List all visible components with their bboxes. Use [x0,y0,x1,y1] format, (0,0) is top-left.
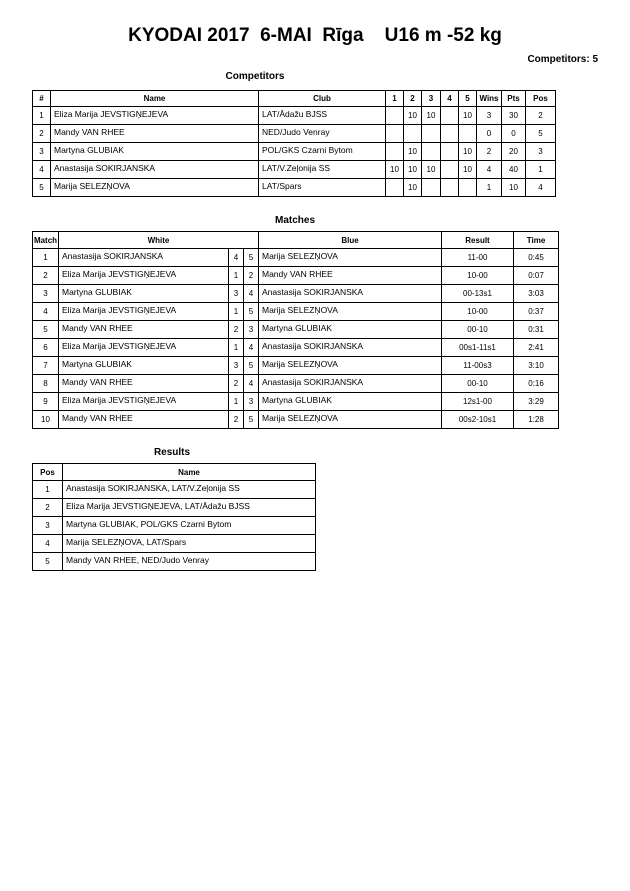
match-white-name: Mandy VAN RHEE [59,321,229,339]
match-row [33,321,559,339]
match-white-name: Eliza Marija JEVSTIGŅEJEVA [59,303,229,321]
competitors-section-title: Competitors [225,71,285,82]
competitor-number: 5 [33,179,51,197]
match-row [33,393,559,411]
match-number: 6 [33,339,59,357]
competitor-score-1 [386,125,404,143]
competitor-club: LAT/V.Zeļonija SS [259,161,386,179]
match-blue-name: Marija SELEZŅOVA [259,357,442,375]
col-header-score-5: 5 [459,91,477,107]
match-white-number: 1 [229,303,244,321]
match-result: 10-00 [442,267,514,285]
col-header-club: Club [259,91,386,107]
results-header-row [33,464,316,481]
competitor-score-2: 10 [404,179,422,197]
result-row [33,535,316,553]
competitor-club: NED/Judo Venray [259,125,386,143]
match-result: 11-00 [442,249,514,267]
competitor-score-3: 10 [422,161,441,179]
match-white-number: 3 [229,357,244,375]
match-white-name: Martyna GLUBIAK [59,285,229,303]
col-header-result: Result [442,232,514,249]
match-white-name: Mandy VAN RHEE [59,375,229,393]
result-position: 3 [33,517,63,535]
match-white-name: Martyna GLUBIAK [59,357,229,375]
result-row [33,517,316,535]
competitors-header-row [33,91,556,107]
match-time: 1:28 [514,411,559,429]
result-name: Martyna GLUBIAK, POL/GKS Czarni Bytom [63,517,316,535]
competitor-score-5: 10 [459,143,477,161]
match-number: 3 [33,285,59,303]
competitor-position: 5 [526,125,556,143]
match-white-name: Eliza Marija JEVSTIGŅEJEVA [59,339,229,357]
result-position: 4 [33,535,63,553]
match-result: 00-10 [442,375,514,393]
match-white-number: 1 [229,393,244,411]
match-row [33,411,559,429]
competitor-number: 3 [33,143,51,161]
match-time: 0:16 [514,375,559,393]
match-time: 3:03 [514,285,559,303]
competitor-score-4 [441,107,459,125]
competitor-wins: 2 [477,143,502,161]
result-row [33,553,316,571]
match-row [33,267,559,285]
competitor-club: LAT/Spars [259,179,386,197]
result-name: Anastasija SOKIRJANSKA, LAT/V.Zeļonija SS [63,481,316,499]
match-result: 00s2-10s1 [442,411,514,429]
competitor-row [33,143,556,161]
match-blue-number: 5 [244,249,259,267]
competitor-points: 10 [502,179,526,197]
col-header-blue: Blue [259,232,442,249]
match-number: 2 [33,267,59,285]
competitor-score-3: 10 [422,107,441,125]
match-white-name: Eliza Marija JEVSTIGŅEJEVA [59,267,229,285]
match-blue-name: Marija SELEZŅOVA [259,303,442,321]
competitor-points: 30 [502,107,526,125]
result-position: 5 [33,553,63,571]
result-position: 1 [33,481,63,499]
match-blue-name: Marija SELEZŅOVA [259,249,442,267]
result-name: Eliza Marija JEVSTIGŅEJEVA, LAT/Ādažu BJSS [63,499,316,517]
match-blue-name: Martyna GLUBIAK [259,393,442,411]
match-blue-name: Marija SELEZŅOVA [259,411,442,429]
competitor-score-1 [386,143,404,161]
competitor-score-3 [422,125,441,143]
match-row [33,249,559,267]
competitor-score-2: 10 [404,143,422,161]
competitor-score-5: 10 [459,161,477,179]
match-blue-name: Anastasija SOKIRJANSKA [259,285,442,303]
col-header-wins: Wins [477,91,502,107]
match-row [33,375,559,393]
page-title: KYODAI 2017 6-MAI Rīga U16 m -52 kg [128,25,502,46]
match-result: 00s1-11s1 [442,339,514,357]
competitor-wins: 1 [477,179,502,197]
match-blue-number: 4 [244,375,259,393]
competitor-name: Eliza Marija JEVSTIGŅEJEVA [51,107,259,125]
match-blue-number: 5 [244,357,259,375]
col-header-result-pos: Pos [33,464,63,481]
match-row [33,357,559,375]
match-time: 0:37 [514,303,559,321]
competitor-score-5 [459,179,477,197]
col-header-match: Match [33,232,59,249]
result-position: 2 [33,499,63,517]
match-blue-number: 3 [244,393,259,411]
match-time: 2:41 [514,339,559,357]
match-time: 3:10 [514,357,559,375]
match-blue-number: 4 [244,285,259,303]
competitor-score-3 [422,179,441,197]
competitor-score-5: 10 [459,107,477,125]
competitor-position: 2 [526,107,556,125]
match-number: 5 [33,321,59,339]
competitor-number: 1 [33,107,51,125]
competitor-row [33,125,556,143]
col-header-name: Name [51,91,259,107]
match-blue-number: 5 [244,411,259,429]
match-number: 8 [33,375,59,393]
competitor-row [33,161,556,179]
col-header-white: White [59,232,259,249]
matches-header-row [33,232,559,249]
match-row [33,285,559,303]
competitor-score-4 [441,161,459,179]
match-result: 00-10 [442,321,514,339]
competitor-name: Anastasija SOKIRJANSKA [51,161,259,179]
competitor-score-2 [404,125,422,143]
match-white-name: Anastasija SOKIRJANSKA [59,249,229,267]
col-header-time: Time [514,232,559,249]
match-white-name: Mandy VAN RHEE [59,411,229,429]
match-time: 0:31 [514,321,559,339]
col-header-score-1: 1 [386,91,404,107]
match-time: 3:29 [514,393,559,411]
results-section-title: Results [153,447,191,458]
col-header-score-2: 2 [404,91,422,107]
match-number: 4 [33,303,59,321]
match-result: 10-00 [442,303,514,321]
match-result: 12s1-00 [442,393,514,411]
col-header-score-4: 4 [441,91,459,107]
match-blue-name: Anastasija SOKIRJANSKA [259,375,442,393]
competitor-position: 3 [526,143,556,161]
match-blue-name: Martyna GLUBIAK [259,321,442,339]
result-row [33,481,316,499]
competitor-score-2: 10 [404,161,422,179]
match-result: 00-13s1 [442,285,514,303]
match-number: 9 [33,393,59,411]
competitor-name: Mandy VAN RHEE [51,125,259,143]
competitor-wins: 3 [477,107,502,125]
competitor-score-4 [441,179,459,197]
competitor-wins: 4 [477,161,502,179]
competitor-row [33,179,556,197]
match-blue-name: Mandy VAN RHEE [259,267,442,285]
match-blue-number: 5 [244,303,259,321]
match-white-number: 2 [229,321,244,339]
match-blue-number: 4 [244,339,259,357]
match-white-name: Eliza Marija JEVSTIGŅEJEVA [59,393,229,411]
result-name: Marija SELEZŅOVA, LAT/Spars [63,535,316,553]
competitor-score-1 [386,179,404,197]
col-header-pos: Pos [526,91,556,107]
match-blue-number: 2 [244,267,259,285]
competitors-table [32,90,556,197]
competitor-points: 0 [502,125,526,143]
competitor-wins: 0 [477,125,502,143]
match-number: 10 [33,411,59,429]
col-header-result-name: Name [63,464,316,481]
competitor-points: 40 [502,161,526,179]
matches-table [32,231,559,429]
match-row [33,339,559,357]
competitor-score-1: 10 [386,161,404,179]
competitor-number: 4 [33,161,51,179]
competitor-position: 4 [526,179,556,197]
match-white-number: 1 [229,267,244,285]
match-white-number: 2 [229,411,244,429]
result-row [33,499,316,517]
match-result: 11-00s3 [442,357,514,375]
competitor-score-5 [459,125,477,143]
competitor-position: 1 [526,161,556,179]
competitor-score-4 [441,143,459,161]
match-white-number: 1 [229,339,244,357]
match-time: 0:45 [514,249,559,267]
competitor-row [33,107,556,125]
col-header-pts: Pts [502,91,526,107]
matches-section-title: Matches [274,215,315,226]
competitor-number: 2 [33,125,51,143]
competitor-club: LAT/Ādažu BJSS [259,107,386,125]
competitor-score-3 [422,143,441,161]
match-time: 0:07 [514,267,559,285]
competitor-score-2: 10 [404,107,422,125]
match-white-number: 2 [229,375,244,393]
match-blue-name: Anastasija SOKIRJANSKA [259,339,442,357]
match-blue-number: 3 [244,321,259,339]
col-header-score-3: 3 [422,91,441,107]
competitor-name: Martyna GLUBIAK [51,143,259,161]
col-header-num: # [33,91,51,107]
competitor-score-4 [441,125,459,143]
match-number: 7 [33,357,59,375]
competitor-points: 20 [502,143,526,161]
match-number: 1 [33,249,59,267]
match-row [33,303,559,321]
result-name: Mandy VAN RHEE, NED/Judo Venray [63,553,316,571]
match-white-number: 3 [229,285,244,303]
match-white-number: 4 [229,249,244,267]
competitor-club: POL/GKS Czarni Bytom [259,143,386,161]
competitor-name: Marija SELEZŅOVA [51,179,259,197]
results-table [32,463,316,571]
competitors-count: Competitors: 5 [527,54,598,65]
competitor-score-1 [386,107,404,125]
